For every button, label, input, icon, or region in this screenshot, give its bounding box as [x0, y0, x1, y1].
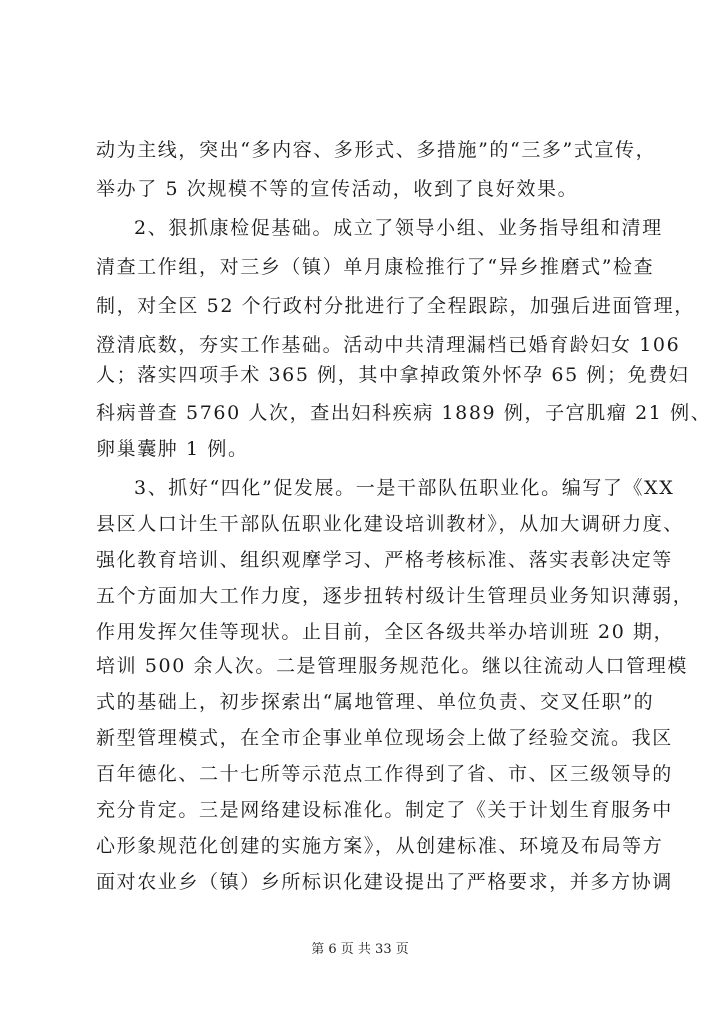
text-line: 面对农业乡（镇）乡所标识化建设提出了严格要求，并多方协调 — [96, 871, 673, 893]
text-line: 充分肯定。三是网络建设标准化。制定了《关于计划生育服务中 — [96, 799, 673, 821]
text-line: 人；落实四项手术 365 例，其中拿掉政策外怀孕 65 例；免费妇 — [96, 364, 690, 386]
text-line: 举办了 5 次规模不等的宣传活动，收到了良好效果。 — [96, 178, 579, 200]
text-line: 卵巢囊肿 1 例。 — [96, 438, 249, 460]
text-line: 心形象规范化创建的实施方案》，从创建标准、环境及布局等方 — [96, 835, 664, 857]
paragraph-heading-2: 2、狠抓康检促基础。成立了领导小组、业务指导组和清理 — [134, 217, 663, 239]
text-line: 培训 500 余人次。二是管理服务规范化。继以往流动人口管理模 — [96, 655, 688, 677]
text-line: 式的基础上，初步探索出“属地管理、单位负责、交叉任职”的 — [96, 691, 655, 713]
text-line: 科病普查 5760 人次，查出妇科疾病 1889 例，子宫肌瘤 21 例、 — [96, 402, 712, 424]
text-line: 强化教育培训、组织观摩学习、严格考核标准、落实表彰决定等 — [96, 549, 673, 571]
text-line: 作用发挥欠佳等现状。止目前，全区各级共举办培训班 20 期， — [96, 621, 675, 643]
text-line: 县区人口计生干部队伍职业化建设培训教材》，从加大调研力度、 — [96, 513, 684, 535]
paragraph-heading-3: 3、抓好“四化”促发展。一是干部队伍职业化。编写了《XX — [134, 477, 675, 499]
text-line: 百年德化、二十七所等示范点工作得到了省、市、区三级领导的 — [96, 763, 673, 785]
text-line: 新型管理模式，在全市企事业单位现场会上做了经验交流。我区 — [96, 727, 673, 749]
text-line: 制，对全区 52 个行政村分批进行了全程跟踪，加强后进面管理， — [96, 295, 695, 317]
text-line: 澄清底数，夯实工作基础。活动中共清理漏档已婚育龄妇女 106 — [96, 334, 681, 356]
text-line: 动为主线，突出“多内容、多形式、多措施”的“三多”式宣传， — [96, 139, 657, 161]
text-line: 五个方面加大工作力度，逐步扭转村级计生管理员业务知识薄弱， — [96, 585, 694, 607]
text-line: 清查工作组，对三乡（镇）单月康检推行了“异乡推磨式”检查 — [96, 256, 655, 278]
page-number-footer: 第 6 页 共 33 页 — [311, 942, 409, 957]
